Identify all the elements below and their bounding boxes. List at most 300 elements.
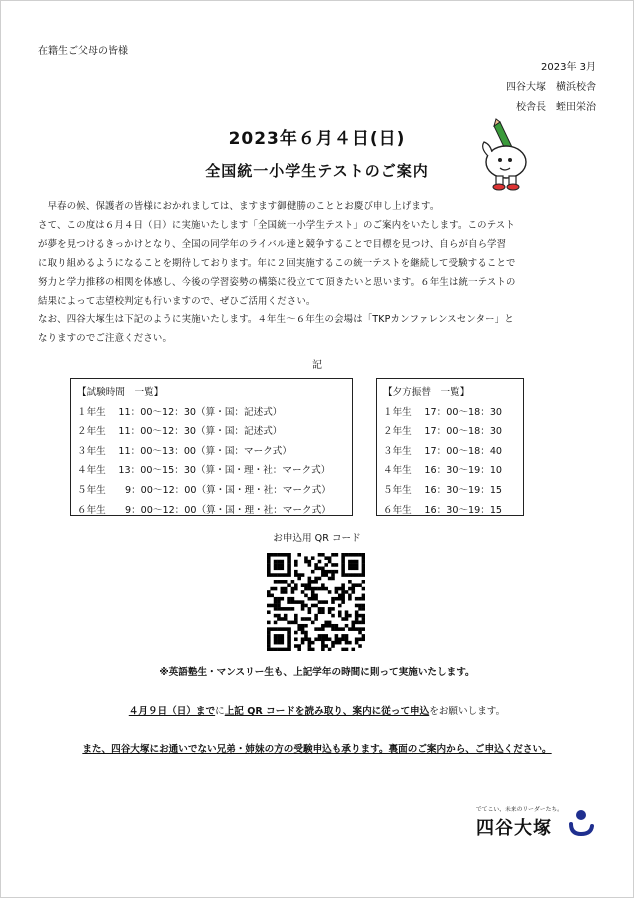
exam-schedule-box — [70, 378, 353, 516]
qr-module — [304, 587, 308, 591]
qr-module — [308, 583, 312, 587]
qr-module — [335, 553, 339, 557]
qr-module — [318, 607, 322, 611]
qr-module — [304, 583, 308, 587]
qr-module — [277, 553, 281, 557]
qr-module — [351, 563, 355, 567]
qr-module — [321, 627, 325, 631]
qr-module — [321, 648, 325, 651]
qr-module — [314, 587, 318, 591]
qr-module — [331, 563, 335, 567]
exam-schedule-row: １年生 11：00～12：30（算・国：記述式） — [77, 406, 283, 418]
qr-module — [308, 617, 312, 621]
qr-module — [321, 567, 325, 571]
qr-module — [311, 641, 315, 645]
qr-module — [345, 610, 349, 614]
notice-text: ※英語塾生・マンスリー生も、上記学年の時間に則って実施いたします。 — [159, 667, 475, 678]
qr-module — [297, 627, 301, 631]
qr-module — [362, 553, 365, 557]
qr-module — [294, 621, 298, 625]
qr-module — [318, 627, 322, 631]
deadline-request: をお願いします。 — [429, 706, 506, 717]
qr-module — [328, 621, 332, 625]
qr-module — [308, 597, 312, 601]
qr-module — [274, 600, 278, 604]
qr-module — [281, 590, 285, 594]
qr-module — [362, 580, 365, 584]
qr-module — [338, 610, 342, 614]
qr-module — [355, 597, 359, 601]
qr-module — [362, 556, 365, 560]
qr-module — [294, 637, 298, 641]
qr-module — [277, 637, 281, 641]
qr-module — [341, 560, 345, 564]
qr-module — [321, 637, 325, 641]
qr-module — [277, 573, 281, 577]
qr-module — [287, 600, 291, 604]
qr-module — [341, 590, 345, 594]
qr-module — [297, 624, 301, 628]
qr-module — [294, 587, 298, 591]
qr-module — [351, 627, 355, 631]
qr-module — [291, 621, 295, 625]
qr-module — [301, 627, 305, 631]
qr-module — [311, 604, 315, 608]
qr-module — [341, 587, 345, 591]
qr-module — [270, 627, 274, 631]
body-line: なりますのでご注意ください。 — [38, 333, 173, 345]
qr-module — [341, 648, 345, 651]
evening-schedule-row: １年生 17：00～18：30 — [383, 406, 503, 418]
qr-module — [281, 587, 285, 591]
qr-module — [281, 617, 285, 621]
qr-module — [324, 621, 328, 625]
issue-date: 2023年 3月 — [541, 62, 596, 73]
qr-module — [362, 560, 365, 564]
qr-module — [341, 573, 345, 577]
body-line: なお、四谷大塚生は下記のように実施いたします。４年生～６年生の会場は「TKPカンファレンスセンター」と — [38, 314, 514, 326]
qr-module — [304, 604, 308, 608]
qr-module — [274, 648, 278, 651]
qr-module — [358, 637, 362, 641]
qr-module — [281, 597, 285, 601]
qr-module — [355, 617, 359, 621]
qr-module — [287, 644, 291, 648]
qr-module — [267, 567, 271, 571]
qr-module — [281, 573, 285, 577]
qr-module — [277, 648, 281, 651]
qr-module — [294, 570, 298, 574]
qr-module — [274, 567, 278, 571]
qr-module — [274, 627, 278, 631]
qr-module — [311, 556, 315, 560]
qr-module — [362, 594, 365, 598]
event-date: 2023年６月４日(日) — [228, 129, 406, 149]
qr-module — [291, 587, 295, 591]
qr-module — [274, 621, 278, 625]
body-line: 努力と学力推移の相関を体感し、今後の学習姿勢の構築に役立てて頂きたいと思います。６年生は統一テストの — [38, 276, 516, 288]
qr-module — [277, 563, 281, 567]
qr-module — [358, 597, 362, 601]
qr-module — [328, 577, 332, 581]
qr-module — [318, 577, 322, 581]
qr-module — [277, 614, 281, 618]
qr-module — [281, 607, 285, 611]
qr-module — [321, 573, 325, 577]
qr-module — [267, 634, 271, 638]
qr-module — [284, 627, 288, 631]
qr-module — [281, 563, 285, 567]
qr-module — [287, 631, 291, 635]
qr-module — [338, 637, 342, 641]
qr-module — [362, 567, 365, 571]
qr-module — [287, 583, 291, 587]
qr-module — [335, 597, 339, 601]
qr-module — [362, 563, 365, 567]
qr-module — [358, 627, 362, 631]
qr-module — [267, 553, 271, 557]
qr-module — [355, 641, 359, 645]
qr-module — [362, 587, 365, 591]
qr-module — [281, 553, 285, 557]
qr-module — [277, 617, 281, 621]
qr-module — [304, 637, 308, 641]
qr-module — [362, 597, 365, 601]
qr-module — [314, 594, 318, 598]
qr-module — [297, 577, 301, 581]
qr-module — [341, 637, 345, 641]
evening-schedule-row: ３年生 17：00～18：40 — [383, 445, 503, 457]
qr-module — [345, 590, 349, 594]
qr-module — [355, 621, 359, 625]
qr-module — [324, 624, 328, 628]
qr-module — [321, 607, 325, 611]
qr-module — [335, 624, 339, 628]
qr-module — [267, 644, 271, 648]
qr-module — [362, 621, 365, 625]
qr-module — [358, 607, 362, 611]
qr-module — [355, 553, 359, 557]
qr-module — [335, 563, 339, 567]
qr-module — [341, 567, 345, 571]
qr-module — [308, 644, 312, 648]
qr-module — [345, 553, 349, 557]
qr-module — [328, 610, 332, 614]
qr-module — [308, 563, 312, 567]
qr-module — [328, 637, 332, 641]
qr-module — [267, 573, 271, 577]
qr-module — [331, 597, 335, 601]
qr-module — [301, 631, 305, 635]
qr-module — [281, 648, 285, 651]
qr-module — [277, 580, 281, 584]
qr-module — [287, 570, 291, 574]
qr-module — [301, 583, 305, 587]
qr-module — [362, 634, 365, 638]
qr-module — [267, 570, 271, 574]
deadline-instruction: 上記 QR コードを読み取り、案内に従って申込 — [224, 706, 430, 717]
qr-module — [314, 563, 318, 567]
document-title: 全国統一小学生テストのご案内 — [205, 162, 429, 180]
qr-module — [318, 637, 322, 641]
qr-module — [335, 590, 339, 594]
qr-module — [297, 573, 301, 577]
qr-module — [331, 573, 335, 577]
qr-module — [274, 563, 278, 567]
qr-module — [267, 648, 271, 651]
qr-module — [291, 607, 295, 611]
qr-module — [314, 637, 318, 641]
qr-module — [324, 587, 328, 591]
logo-mark-icon — [568, 808, 596, 838]
qr-module — [341, 594, 345, 598]
qr-module — [301, 607, 305, 611]
qr-module — [318, 634, 322, 638]
qr-module — [341, 600, 345, 604]
qr-module — [308, 610, 312, 614]
qr-module — [277, 560, 281, 564]
qr-module — [277, 600, 281, 604]
qr-module — [328, 590, 332, 594]
qr-module — [304, 624, 308, 628]
qr-module — [291, 580, 295, 584]
qr-module — [304, 631, 308, 635]
qr-module — [287, 627, 291, 631]
qr-module — [324, 556, 328, 560]
qr-module — [284, 590, 288, 594]
qr-module — [321, 610, 325, 614]
qr-module — [362, 617, 365, 621]
qr-module — [281, 637, 285, 641]
qr-module — [308, 587, 312, 591]
qr-module — [311, 587, 315, 591]
qr-module — [301, 573, 305, 577]
qr-module — [304, 556, 308, 560]
qr-module — [321, 583, 325, 587]
qr-module — [281, 567, 285, 571]
qr-module — [287, 634, 291, 638]
qr-module — [335, 570, 339, 574]
qr-module — [348, 641, 352, 645]
qr-module — [301, 617, 305, 621]
qr-module — [362, 627, 365, 631]
qr-module — [335, 587, 339, 591]
qr-module — [348, 614, 352, 618]
qr-module — [351, 648, 355, 651]
qr-module — [318, 600, 322, 604]
qr-module — [304, 594, 308, 598]
qr-module — [287, 621, 291, 625]
qr-module — [351, 624, 355, 628]
qr-module — [355, 610, 359, 614]
qr-module — [274, 553, 278, 557]
qr-module — [324, 637, 328, 641]
qr-module — [321, 553, 325, 557]
qr-module — [351, 587, 355, 591]
evening-schedule-row: ４年生 16：30～19：10 — [383, 465, 503, 477]
qr-module — [321, 624, 325, 628]
qr-module — [287, 556, 291, 560]
qr-module — [331, 624, 335, 628]
logo-tagline: でてこい、未来のリーダーたち。 — [476, 807, 563, 813]
qr-module — [274, 580, 278, 584]
qr-module — [277, 597, 281, 601]
qr-module — [345, 637, 349, 641]
qr-module — [274, 614, 278, 618]
qr-module — [314, 617, 318, 621]
qr-module — [338, 587, 342, 591]
qr-module — [287, 648, 291, 651]
qr-module — [274, 597, 278, 601]
qr-module — [291, 590, 295, 594]
qr-module — [358, 644, 362, 648]
qr-module — [287, 597, 291, 601]
qr-module — [318, 560, 322, 564]
qr-module — [267, 604, 271, 608]
evening-schedule-row: ２年生 17：00～18：30 — [383, 426, 503, 438]
qr-module — [318, 567, 322, 571]
qr-module — [328, 607, 332, 611]
qr-module — [308, 577, 312, 581]
qr-module — [297, 600, 301, 604]
school-name: 四谷大塚 横浜校舎 — [506, 82, 596, 93]
yotsuya-otsuka-logo — [476, 804, 596, 842]
qr-module — [341, 583, 345, 587]
qr-module — [294, 600, 298, 604]
qr-module — [301, 641, 305, 645]
qr-module — [267, 590, 271, 594]
qr-module — [301, 624, 305, 628]
qr-module — [294, 617, 298, 621]
qr-module — [351, 560, 355, 564]
qr-module — [301, 590, 305, 594]
body-line: 早春の候、保護者の皆様におかれましては、ますます御健勝のこととお慶び申し上げます。 — [38, 201, 440, 212]
qr-module — [311, 570, 315, 574]
qr-module — [274, 641, 278, 645]
qr-module — [335, 637, 339, 641]
body-text — [38, 198, 598, 349]
qr-module — [362, 614, 365, 618]
qr-module — [318, 553, 322, 557]
qr-module — [287, 573, 291, 577]
qr-module — [341, 634, 345, 638]
qr-module — [281, 580, 285, 584]
qr-module — [284, 553, 288, 557]
qr-module — [331, 553, 335, 557]
qr-module — [328, 624, 332, 628]
qr-module — [287, 641, 291, 645]
qr-module — [267, 594, 271, 598]
qr-module — [284, 573, 288, 577]
qr-module — [338, 641, 342, 645]
qr-module — [301, 604, 305, 608]
qr-module — [297, 648, 301, 651]
qr-module — [345, 648, 349, 651]
qr-module — [355, 563, 359, 567]
qr-module — [267, 627, 271, 631]
qr-module — [267, 621, 271, 625]
qr-module — [274, 560, 278, 564]
qr-module — [351, 590, 355, 594]
qr-module — [362, 604, 365, 608]
qr-module — [338, 614, 342, 618]
qr-module — [308, 607, 312, 611]
qr-module — [301, 637, 305, 641]
qr-module — [277, 567, 281, 571]
qr-module — [348, 627, 352, 631]
qr-module — [328, 648, 332, 651]
qr-module — [324, 600, 328, 604]
qr-module — [287, 563, 291, 567]
logo-name: 四谷大塚 — [476, 818, 552, 839]
qr-module — [321, 600, 325, 604]
qr-module — [311, 580, 315, 584]
evening-schedule-row: ６年生 16：30～19：15 — [383, 504, 503, 516]
qr-module — [297, 644, 301, 648]
mascot-pencil-icon — [476, 118, 536, 194]
qr-module — [311, 590, 315, 594]
qr-module — [304, 634, 308, 638]
qr-module — [291, 600, 295, 604]
qr-module — [355, 604, 359, 608]
qr-module — [277, 627, 281, 631]
qr-module — [362, 637, 365, 641]
qr-module — [355, 614, 359, 618]
qr-module — [284, 587, 288, 591]
qr-module — [355, 560, 359, 564]
deadline-date: ４月９日（日）まで — [128, 706, 216, 717]
qr-module — [338, 604, 342, 608]
qr-module — [358, 573, 362, 577]
body-line: に取り組めるようになることを期待しております。年に２回実施するこの統一テストを継続して受験することで — [38, 257, 516, 269]
qr-module — [294, 631, 298, 635]
qr-module — [267, 563, 271, 567]
qr-module — [358, 631, 362, 635]
qr-module — [341, 556, 345, 560]
qr-module — [351, 621, 355, 625]
qr-module — [301, 600, 305, 604]
qr-module — [321, 641, 325, 645]
qr-module — [324, 634, 328, 638]
qr-module — [277, 641, 281, 645]
qr-module — [281, 560, 285, 564]
qr-module — [348, 560, 352, 564]
qr-module — [328, 560, 332, 564]
qr-module — [304, 560, 308, 564]
qr-module — [311, 594, 315, 598]
qr-module — [345, 573, 349, 577]
qr-module — [297, 553, 301, 557]
deadline-particle: に — [215, 706, 225, 717]
qr-module — [348, 567, 352, 571]
qr-module — [348, 587, 352, 591]
deadline-text — [0, 703, 634, 717]
qr-module — [331, 641, 335, 645]
qr-module — [341, 617, 345, 621]
qr-module — [355, 567, 359, 571]
qr-module — [294, 614, 298, 618]
qr-module — [351, 573, 355, 577]
qr-module — [287, 567, 291, 571]
qr-module — [321, 634, 325, 638]
qr-module — [324, 563, 328, 567]
qr-module — [331, 570, 335, 574]
qr-module — [341, 627, 345, 631]
qr-module — [274, 607, 278, 611]
qr-module — [345, 614, 349, 618]
qr-module — [308, 648, 312, 651]
application-qr-code[interactable] — [267, 553, 365, 651]
